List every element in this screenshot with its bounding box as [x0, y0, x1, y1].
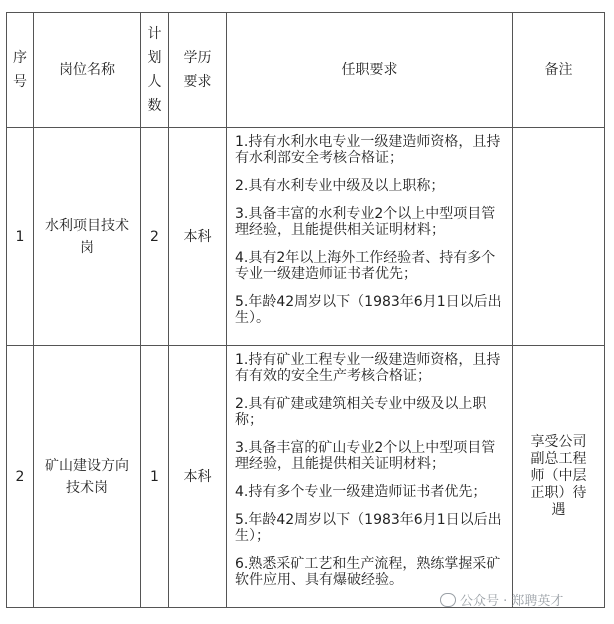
table-row: [7, 346, 605, 608]
row-seq: 2: [7, 346, 34, 608]
requirement-item: 2.具有矿建或建筑相关专业中级及以上职称；: [235, 396, 487, 428]
header-count: 计划人数: [141, 13, 169, 128]
requirement-item: 1.持有矿业工程专业一级建造师资格，且持有有效的安全生产考核合格证；: [235, 352, 501, 384]
header-requirements: 任职要求: [227, 13, 513, 128]
row-education: 本科: [169, 128, 227, 346]
requirement-item: 4.持有多个专业一级建造师证书者优先；: [235, 484, 487, 500]
wechat-icon: [440, 593, 456, 607]
header-education: 学历要求: [169, 13, 227, 128]
row-position: 水利项目技术岗: [34, 128, 141, 346]
requirement-item: 3.具备丰富的矿山专业2个以上中型项目管理经验，且能提供相关证明材料；: [235, 440, 496, 472]
requirement-item: 1.持有水利水电专业一级建造师资格，且持有水利部安全考核合格证；: [235, 134, 501, 166]
row-count: 1: [141, 346, 169, 608]
requirement-item: 5.年龄42周岁以下（1983年6月1日以后出生）；: [235, 512, 502, 544]
row-notes: 享受公司副总工程师（中层正职）待遇: [513, 346, 605, 608]
requirement-item: 6.熟悉采矿工艺和生产流程，熟练掌握采矿软件应用、具有爆破经验。: [235, 556, 501, 588]
requirement-item: 4.具有2年以上海外工作经验者、持有多个专业一级建造师证书者优先；: [235, 250, 496, 282]
table-row: [7, 128, 605, 346]
watermark-text: 公众号 · 郑聘英才: [460, 594, 564, 609]
requirement-item: 2.具有水利专业中级及以上职称；: [235, 178, 445, 194]
header-notes: 备注: [513, 13, 605, 128]
row-notes: [513, 128, 605, 346]
watermark: [440, 590, 563, 609]
header-seq: 序号: [7, 13, 34, 128]
row-requirements: [227, 346, 513, 608]
requirement-item: 3.具备丰富的水利专业2个以上中型项目管理经验，且能提供相关证明材料；: [235, 206, 496, 238]
row-position: 矿山建设方向技术岗: [34, 346, 141, 608]
row-count: 2: [141, 128, 169, 346]
requirement-item: 5.年龄42周岁以下（1983年6月1日以后出生）。: [235, 294, 502, 326]
header-position: 岗位名称: [34, 13, 141, 128]
row-seq: 1: [7, 128, 34, 346]
job-table: [6, 12, 605, 608]
row-education: 本科: [169, 346, 227, 608]
header-row: [7, 13, 605, 128]
row-requirements: [227, 128, 513, 346]
